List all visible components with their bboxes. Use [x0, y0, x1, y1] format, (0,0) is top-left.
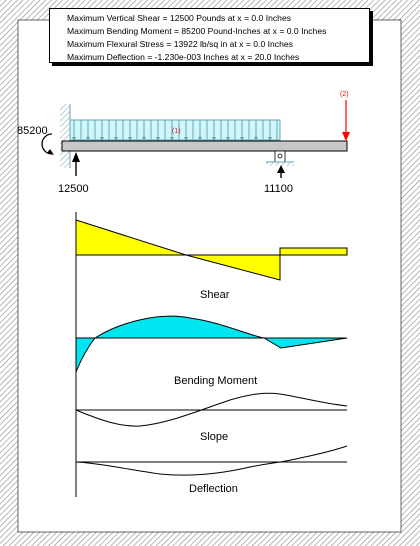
max-moment-text: Maximum Bending Moment = 85200 Pound-Inches at x = 0.0 Inches: [67, 26, 327, 36]
slope-label: Slope: [200, 431, 229, 443]
beam: [62, 141, 347, 151]
moment-label: Bending Moment: [174, 375, 258, 387]
fixed-wall: [60, 104, 70, 168]
left-reaction-value: 12500: [58, 183, 89, 195]
right-reaction-value: 11100: [264, 183, 293, 195]
max-shear-text: Maximum Vertical Shear = 12500 Pounds at x = 0.0 Inches: [67, 13, 292, 23]
load-2-label: (2): [340, 91, 349, 98]
load-1-label: (1): [172, 128, 181, 135]
shear-label: Shear: [200, 289, 230, 301]
deflection-label: Deflection: [189, 483, 238, 495]
roller-ground: [266, 162, 294, 166]
shear-fill-overhang: [280, 248, 347, 255]
results-summary-box: [49, 8, 370, 63]
max-deflection-text: Maximum Deflection = -1.230e-003 Inches at x = 20.0 Inches: [67, 52, 300, 62]
max-stress-text: Maximum Flexural Stress = 13922 lb/sq in at x = 0.0 Inches: [67, 39, 293, 49]
distributed-load-arrowheads: [72, 137, 272, 141]
roller-pin: [278, 154, 282, 158]
fixed-moment-value: 85200: [17, 125, 48, 137]
